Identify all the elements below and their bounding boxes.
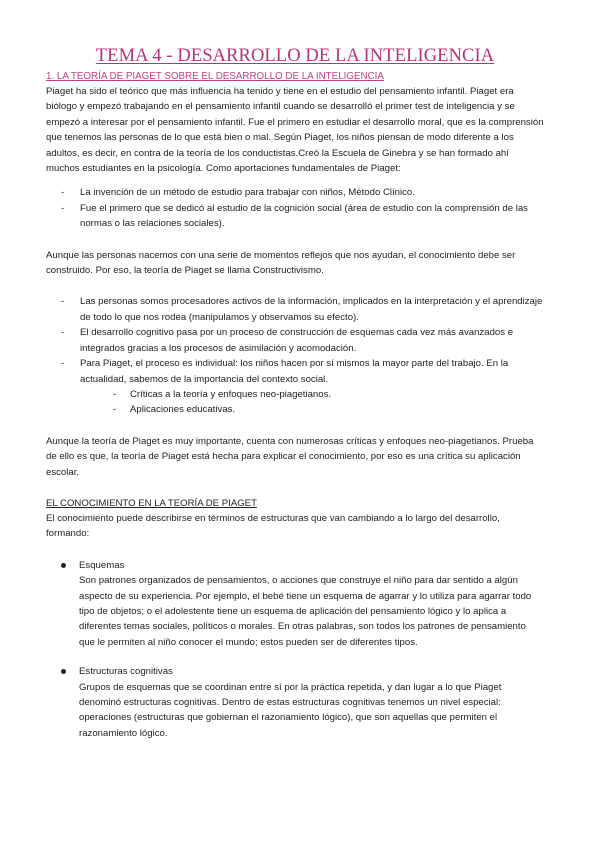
criticism-paragraph: Aunque la teoría de Piaget es muy importante, cuenta con numerosas críticas y enfoques neo-piagetianos. Prueba de ello es que, la teoría de Piaget está hecha para explicar el conocimiento, por eso es una crítica su aplicación escolar. (46, 435, 534, 478)
section-heading-piaget-theory: 1. LA TEORÍA DE PIAGET SOBRE EL DESARROLLO DE LA INTELIGENCIA (46, 71, 384, 82)
dash-marker: - (113, 404, 117, 416)
list-item-text: Aplicaciones educativas. (130, 404, 236, 416)
term-description: Son patrones organizados de pensamientos, o acciones que construye el niño para dar sentido a algún aspecto de su experiencia. Por ejemplo, el bebé tiene un esquema de agarrar y lo utiliza para agarrar todo tipo de objetos; o el adolestente tiene un esquema de aplicación del pensamiento lógico y lo aplica a diferentes temas sociales, políticos o morales. En otras palabras, son todos los patrones de pensamiento que le permiten al niño conocer el mundo; estos pueden ser de diferentes tipos. (79, 575, 532, 648)
term-description: Grupos de esquemas que se coordinan entre sí por la práctica repetida, y dan lugar a lo que Piaget denominó estructuras cognitivas. Dentro de estas estructuras cognitivas tenemos un nivel especial: operaciones (estructuras que gobiernan el razonamiento lógico), que son aquellas que permiten el razonamiento lógico. (79, 681, 502, 739)
list-item (46, 185, 544, 200)
section-heading-knowledge: EL CONOCIMIENTO EN LA TEORÍA DE PIAGET (46, 497, 257, 509)
dash-marker: - (61, 296, 65, 308)
list-item-text: Para Piaget, el proceso es individual: los niños hacen por sí mismos la mayor parte del trabajo. En la actualidad, sabemos de la importancia del contexto social. (80, 358, 509, 385)
list-item-text: Críticas a la teoría y enfoques neo-piagetianos. (130, 388, 332, 400)
constructivism-paragraph: Aunque las personas nacemos con una serie de momentos reflejos que nos ayudan, el conocimiento debe ser construido. Por eso, la teoría de Piaget se llama Constructivismo. (46, 249, 516, 277)
dash-marker: - (61, 202, 65, 214)
contributions-list (46, 185, 544, 231)
list-item-text: La invención de un método de estudio para trabajar con niños, Método Clínico. (80, 187, 415, 199)
dash-marker: - (113, 388, 117, 400)
sub-list-item (46, 387, 544, 402)
principles-list (46, 294, 544, 386)
sub-list (46, 387, 544, 418)
knowledge-intro-paragraph: El conocimiento puede describirse en términos de estructuras que van cambiando a lo largo del desarrollo, formando: (46, 512, 500, 540)
list-item-text: El desarrollo cognitivo pasa por un proceso de construcción de esquemas cada vez más avanzados e integrados gracias a los procesos de asimilación y acomodación. (80, 327, 514, 354)
list-item (46, 201, 544, 232)
term-label: Esquemas (79, 559, 125, 571)
document-title: TEMA 4 - DESARROLLO DE LA INTELIGENCIA (95, 46, 495, 66)
list-item-estructuras (46, 664, 544, 741)
list-item-esquemas (46, 558, 544, 650)
list-item-text: Fue el primero que se dedicó al estudio de la cognición social (área de estudio con la comprensión de las normas o las relaciones sociales). (80, 202, 528, 230)
term-label: Estructuras cognitivas (79, 666, 173, 678)
structures-list (46, 558, 544, 741)
dash-marker: - (61, 358, 65, 370)
list-item (46, 356, 544, 387)
list-item (46, 325, 544, 356)
list-item (46, 294, 544, 325)
bullet-icon (61, 563, 66, 568)
list-item-text: Las personas somos procesadores activos de la información, implicados en la interpretación y el aprendizaje de todo lo que nos rodea (manipulamos y observamos su efecto). (80, 296, 543, 323)
dash-marker: - (61, 187, 65, 199)
bullet-icon (61, 669, 66, 674)
sub-list-item (46, 402, 544, 417)
intro-paragraph: Piaget ha sido el teórico que más influencia ha tenido y tiene en el estudio del pensamiento infantil. Piaget era biólogo y empezó trabajando en el pensamiento infantil cuando se desarrolló el primer test de inteligencia y se empezó a interesar por el pensamiento infantil. Fue el primero en estudiar el desarrollo moral, que es la comprensión que tenemos las personas de lo que está bien o mal. Según Piaget, los niños piensan de modo diferente a los adultos, es decir, en contra de la teoría de los conductistas.Creó la Escuela de Ginebra y se han formado ahí muchos estudiantes en la psicología. Como aportaciones fundamentales de Piaget: (46, 86, 544, 175)
dash-marker: - (61, 327, 65, 339)
